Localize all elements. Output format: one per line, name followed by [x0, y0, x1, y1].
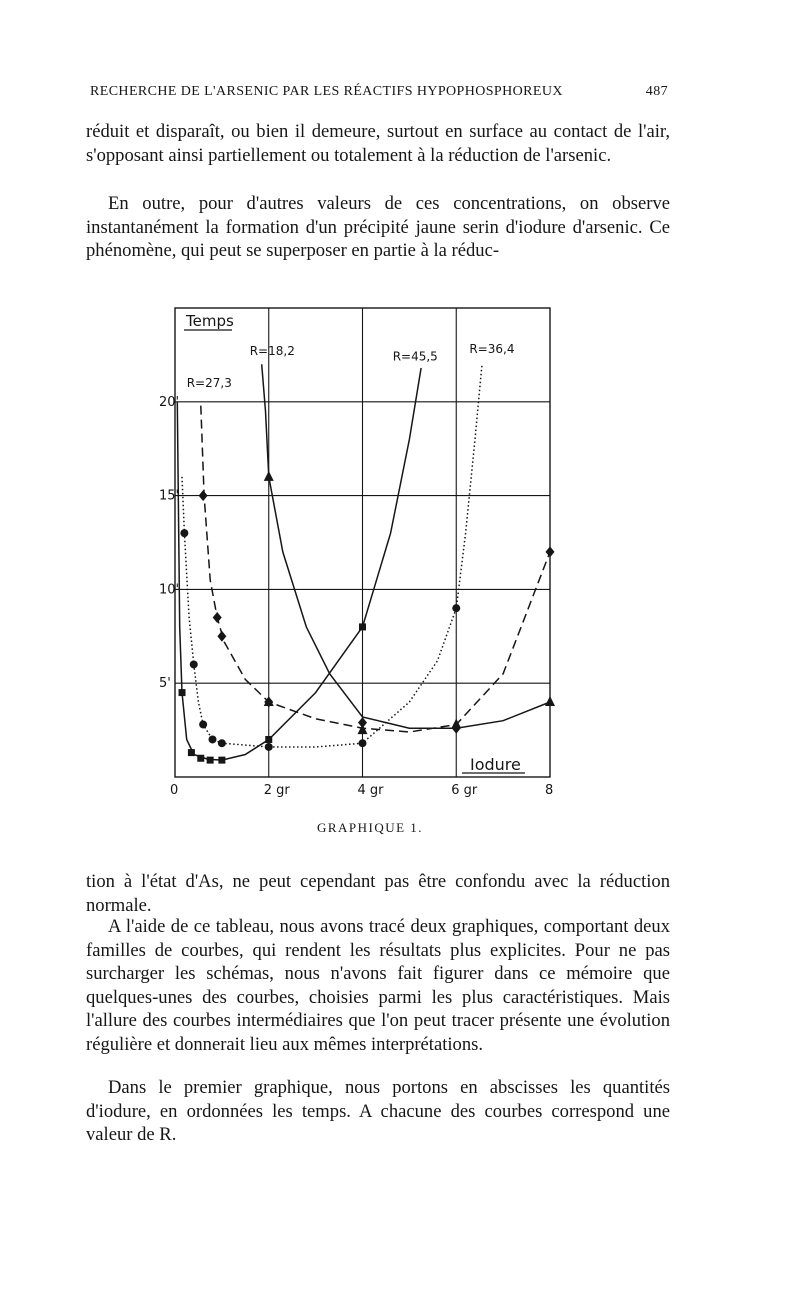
running-head-title: RECHERCHE DE L'ARSENIC PAR LES RÉACTIFS HYPOPHOSPHOREUX — [90, 84, 563, 99]
curve-2 — [177, 368, 421, 760]
chart-series-labels — [187, 342, 515, 390]
marker-2-3 — [207, 757, 214, 764]
marker-3-4 — [218, 739, 226, 747]
series-label-2: R=45,5 — [392, 349, 438, 364]
marker-0-4 — [545, 696, 555, 706]
y-axis-label: Temps — [186, 312, 234, 330]
y-tick-label-2: 15' — [159, 488, 180, 504]
marker-3-6 — [359, 739, 367, 747]
marker-0-0 — [264, 471, 274, 481]
graphique-1 — [150, 300, 560, 810]
y-tick-label-1: 10' — [159, 582, 180, 598]
series-label-1: R=27,3 — [186, 375, 232, 390]
marker-2-1 — [188, 749, 195, 756]
x-tick-label-4: 8 — [545, 783, 554, 798]
paragraph-3: tion à l'état d'As, ne peut cependant pas être confondu avec la réduction normale. — [86, 871, 670, 916]
series-label-3: R=36,4 — [469, 342, 515, 357]
marker-2-2 — [197, 755, 204, 762]
marker-3-1 — [190, 660, 198, 668]
marker-2-4 — [218, 757, 225, 764]
x-tick-label-1: 2 gr — [263, 783, 290, 798]
marker-1-5 — [452, 723, 461, 734]
running-head — [90, 84, 668, 100]
marker-3-2 — [199, 720, 207, 728]
paragraph-4: A l'aide de ce tableau, nous avons tracé deux graphiques, comportant deux familles de courbes, qui rendent les résultats plus explicites. Pour ne pas surcharger les schémas, nous n'avons fait figurer dans ce mémoire que quelques-unes des courbes, choisies parmi les plus caractéristiques. Mais l'allure des courbes intermédiaires que l'on peut tracer présente une évolution régulière et donnerait lieu aux mêmes interprétations. — [86, 916, 670, 1055]
marker-1-2 — [217, 631, 226, 642]
marker-1-1 — [213, 612, 222, 623]
chart-tick-labels — [159, 395, 553, 798]
marker-2-0 — [179, 689, 186, 696]
series-label-0: R=18,2 — [249, 343, 295, 358]
x-axis-label: Iodure — [470, 755, 521, 774]
curve-0 — [262, 364, 550, 728]
x-tick-label-2: 4 gr — [357, 783, 384, 798]
y-tick-label-3: 20' — [159, 394, 180, 410]
x-tick-label-0: 0 — [170, 783, 179, 798]
marker-3-7 — [452, 604, 460, 612]
marker-1-0 — [199, 490, 208, 501]
y-tick-label-0: 5' — [159, 676, 171, 692]
y-axis-label-group — [184, 312, 234, 330]
x-tick-label-3: 6 gr — [451, 783, 478, 798]
marker-1-4 — [358, 717, 367, 728]
paragraph-5: Dans le premier graphique, nous portons en abscisses les quantités d'iodure, en ordonnées les temps. A chacune des courbes correspond une valeur de R. — [86, 1077, 670, 1146]
paragraph-1: réduit et disparaît, ou bien il demeure, surtout en surface au contact de l'air, s'opposant ainsi partiellement ou totalement à la réduction de l'arsenic. — [86, 121, 670, 166]
chart-markers — [179, 471, 555, 764]
page-number: 487 — [645, 84, 668, 99]
chart-curves — [177, 364, 550, 760]
marker-3-0 — [180, 529, 188, 537]
marker-3-5 — [265, 743, 273, 751]
marker-1-6 — [546, 546, 555, 557]
x-axis-label-group — [462, 755, 525, 774]
marker-2-5 — [265, 736, 272, 743]
curve-3 — [182, 364, 482, 747]
paragraph-2: En outre, pour d'autres valeurs de ces concentrations, on observe instantanément la formation d'un précipité jaune serin d'iodure d'arsenic. Ce phénomène, qui peut se superposer en partie à la réduc- — [86, 193, 670, 262]
marker-3-3 — [209, 735, 217, 743]
figure-caption: GRAPHIQUE 1. — [316, 820, 424, 835]
marker-2-6 — [359, 623, 366, 630]
